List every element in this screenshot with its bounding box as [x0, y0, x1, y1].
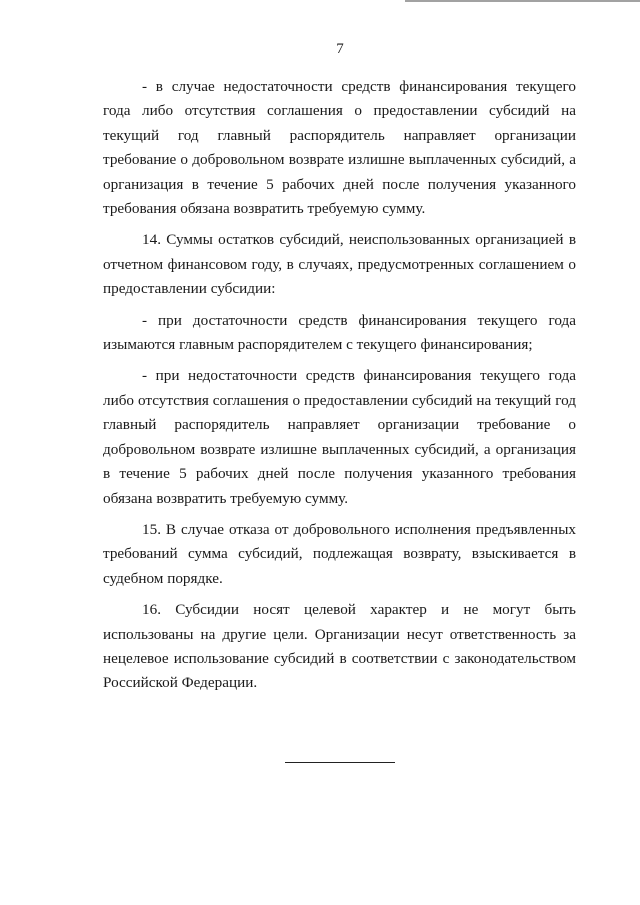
paragraph-overpayment-return: - в случае недостаточности средств финансирования текущего года либо отсутствия соглашения о предоставлении субсидий на текущий год главный распорядитель направляет организации требование о добровольном возврате излишне выплаченных субсидий, а организация в течение 5 рабочих дней после получения указанного требования обязана возвратить требуемую сумму.	[103, 78, 576, 218]
page-number: 7	[336, 41, 344, 57]
paragraph-14-unused-balances: 14. Суммы остатков субсидий, неиспользованных организацией в отчетном финансовом году, в случаях, предусмотренных соглашением о предоставлении субсидии:	[103, 231, 576, 298]
paragraph-15-court-recovery: 15. В случае отказа от добровольного исполнения предъявленных требований сумма субсидий, подлежащая возврату, взыскивается в судебном порядке.	[103, 520, 576, 587]
end-of-document-rule	[285, 762, 395, 763]
paragraph-sufficient-funding: - при достаточности средств финансирования текущего года изымаются главным распорядителем с текущего финансирования;	[103, 311, 576, 354]
scan-edge-mark	[405, 0, 640, 2]
paragraph-insufficient-funding: - при недостаточности средств финансирования текущего года либо отсутствия соглашения о предоставлении субсидий на текущий год главный распорядитель направляет организации требование о добровольном возврате излишне выплаченных субсидий, а организация в течение 5 рабочих дней после получения указанного требования обязана возвратить требуемую сумму.	[103, 367, 576, 507]
paragraph-16-targeted-use: 16. Субсидии носят целевой характер и не могут быть использованы на другие цели. Организации несут ответственность за нецелевое использование субсидий в соответствии с законодательством Российской Федерации.	[103, 601, 576, 692]
document-body	[103, 75, 576, 703]
